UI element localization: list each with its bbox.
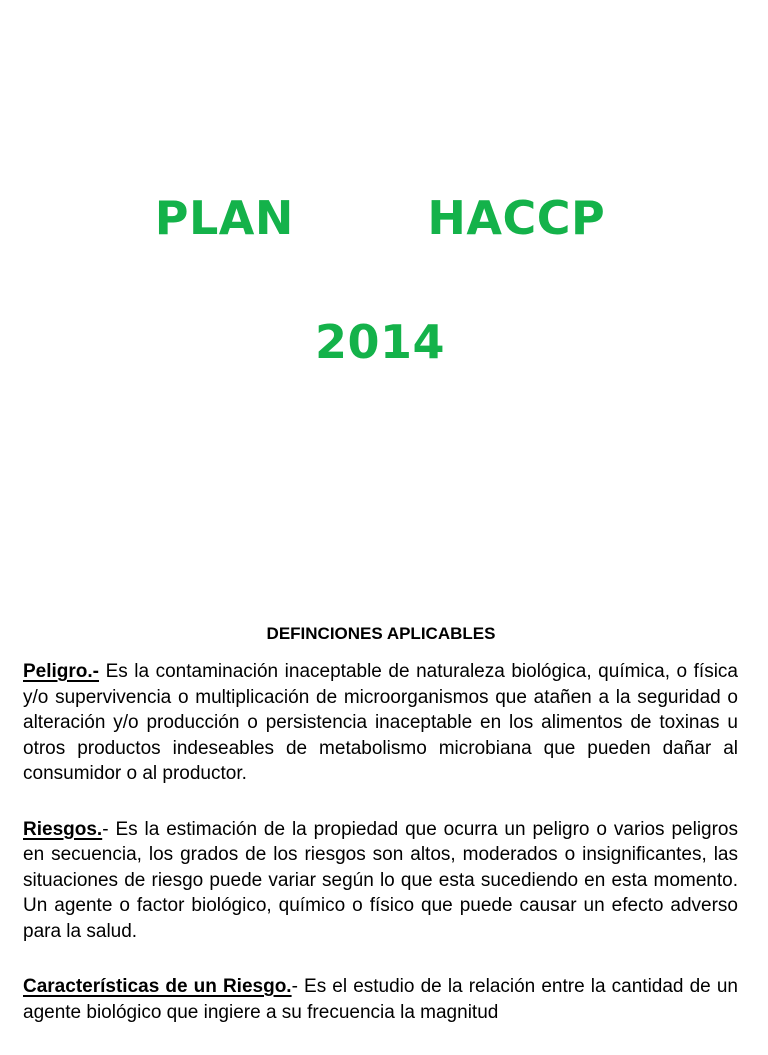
definition-term: Peligro.- (23, 661, 100, 682)
definition-separator: - (102, 818, 116, 840)
definition-term: Riesgos. (23, 818, 103, 840)
section-heading: DEFINCIONES APLICABLES (266, 624, 496, 643)
definition-peligro (23, 659, 738, 787)
definition-text: Es la contaminación inaceptable de naturaleza biológica, química, o física y/o supervivencia o multiplicación de microorganismos que atañen a la seguridad o alteración y/o producción o persistencia inaceptable en los alimentos de toxinas u otros productos indeseables de metabolismo microbiana que pueden dañar al consumidor o al productor. (23, 661, 738, 784)
definition-caracteristicas (23, 974, 738, 1025)
document-year: 2014 (314, 315, 446, 369)
definition-separator: - (291, 976, 305, 997)
document-title: PLAN HACCP (154, 191, 606, 245)
definition-term: Características de un Riesgo. (23, 976, 292, 997)
definition-riesgos (23, 817, 738, 945)
definition-text: Es la estimación de la propiedad que ocurra un peligro o varios peligros en secuencia, los grados de los riesgos son altos, moderados o insignificantes, las situaciones de riesgo puede variar según lo que esta sucediendo en esta momento. Un agente o factor biológico, químico o físico que puede causar un efecto adverso para la salud. (23, 818, 738, 942)
definition-text: Es el estudio de la relación entre la cantidad de un agente biológico que ingiere a su frecuencia la magnitud (23, 976, 738, 1023)
definitions-list (23, 659, 738, 1055)
